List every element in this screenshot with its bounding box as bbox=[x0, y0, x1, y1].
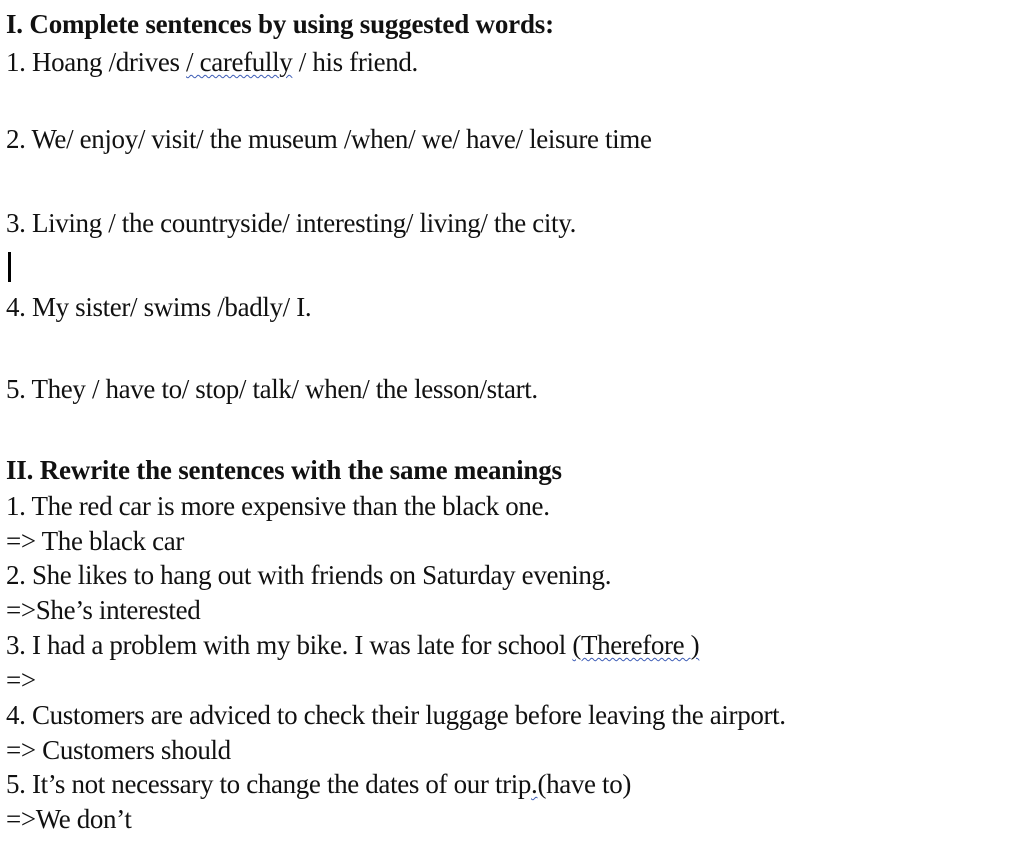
section-2-answer-1: => The black car bbox=[6, 526, 185, 556]
section-2-answer-4: => Customers should bbox=[6, 735, 231, 765]
spellcheck-underlined-text: / carefully bbox=[186, 47, 293, 77]
section-2-answer-3: => bbox=[6, 665, 36, 695]
section-1-item-3: 3. Living / the countryside/ interesting/ living/ the city. bbox=[6, 208, 577, 238]
spellcheck-underlined-text: (Therefore ) bbox=[572, 630, 700, 660]
section-2-question-3 bbox=[6, 629, 699, 661]
section-2-question-1: 1. The red car is more expensive than the black one. bbox=[6, 491, 550, 521]
section-1-item-2: 2. We/ enjoy/ visit/ the museum /when/ we/ have/ leisure time bbox=[6, 124, 652, 154]
worksheet-document bbox=[6, 0, 1016, 861]
section-1-item-1-part-c: / his friend. bbox=[292, 47, 418, 77]
section-2-question-5 bbox=[6, 768, 631, 800]
section-2-answer-5: =>We don’t bbox=[6, 804, 132, 834]
spellcheck-underlined-text: . bbox=[531, 769, 538, 799]
section-1-item-1 bbox=[6, 46, 418, 78]
section-2-answer-2: =>She’s interested bbox=[6, 595, 201, 625]
section-2-question-5-hint: (have to) bbox=[537, 769, 632, 799]
section-1-heading: I. Complete sentences by using suggested words: bbox=[6, 9, 554, 39]
section-2-question-2: 2. She likes to hang out with friends on Saturday evening. bbox=[6, 560, 612, 590]
text-cursor bbox=[8, 252, 11, 282]
section-1-item-4: 4. My sister/ swims /badly/ I. bbox=[6, 292, 312, 322]
section-2-question-3-text: 3. I had a problem with my bike. I was late for school bbox=[6, 630, 573, 660]
section-2-heading: II. Rewrite the sentences with the same meanings bbox=[6, 455, 562, 485]
section-1-item-1-part-a: 1. Hoang /drives bbox=[6, 47, 187, 77]
section-2-question-5-text: 5. It’s not necessary to change the dates of our trip bbox=[6, 769, 532, 799]
section-1-item-5: 5. They / have to/ stop/ talk/ when/ the lesson/start. bbox=[6, 374, 538, 404]
section-2-question-4: 4. Customers are adviced to check their luggage before leaving the airport. bbox=[6, 700, 786, 730]
